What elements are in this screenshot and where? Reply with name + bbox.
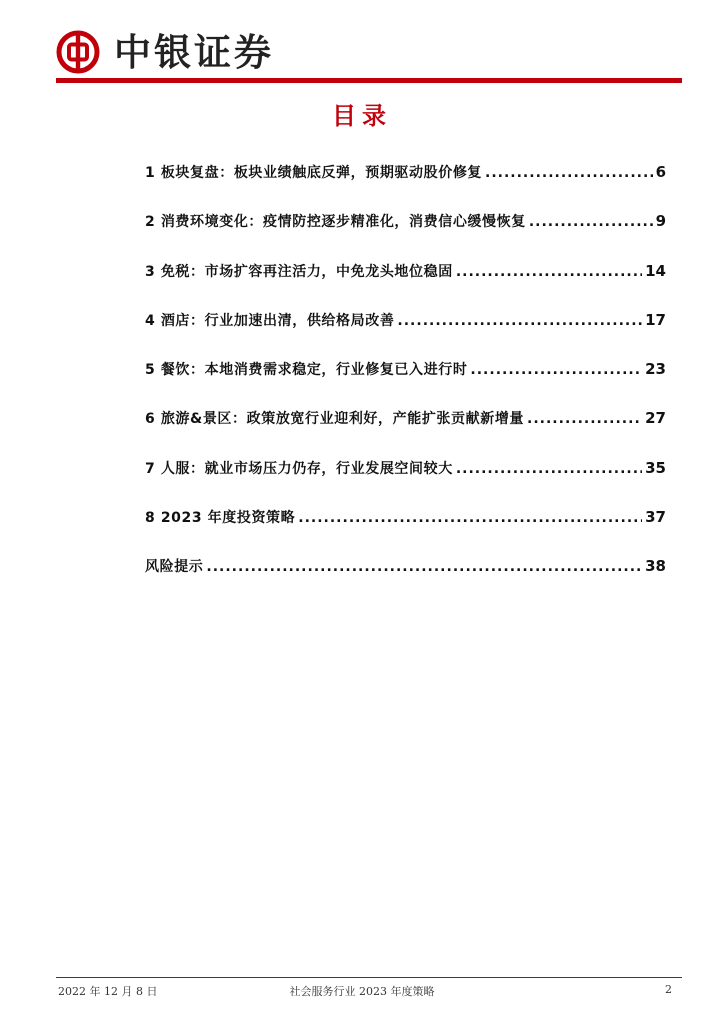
toc-leader-dots bbox=[456, 461, 642, 477]
toc-entry-page: 14 bbox=[645, 261, 666, 280]
toc-entry[interactable] bbox=[145, 359, 666, 408]
toc-entry-label: 7 人服：就业市场压力仍存，行业发展空间较大 bbox=[145, 460, 453, 477]
toc-entry-page: 27 bbox=[645, 409, 666, 428]
toc-entry-label: 8 2023 年度投资策略 bbox=[145, 510, 296, 527]
toc-leader-dots bbox=[485, 165, 653, 181]
toc-entry[interactable] bbox=[145, 261, 666, 310]
toc-entry-label: 4 酒店：行业加速出清，供给格局改善 bbox=[145, 312, 395, 329]
toc-entry[interactable] bbox=[145, 211, 666, 260]
toc-leader-dots bbox=[397, 313, 642, 329]
toc-entry[interactable] bbox=[145, 556, 666, 605]
toc-entry[interactable] bbox=[145, 408, 666, 457]
toc-entry[interactable] bbox=[145, 162, 666, 211]
toc-entry-label: 风险提示 bbox=[145, 559, 204, 576]
toc-entry-label: 2 消费环境变化：疫情防控逐步精准化，消费信心缓慢恢复 bbox=[145, 214, 526, 231]
toc-entry-page: 6 bbox=[655, 163, 666, 181]
toc-entry-page: 38 bbox=[645, 557, 666, 576]
footer-date: 2022 年 12 月 8 日 bbox=[58, 985, 158, 998]
footer-report-title: 社会服务行业 2023 年度策略 bbox=[289, 985, 435, 998]
toc-entry-label: 6 旅游&景区：政策放宽行业迎利好，产能扩张贡献新增量 bbox=[145, 411, 525, 428]
toc-entry-page: 17 bbox=[645, 310, 666, 329]
header-divider bbox=[56, 78, 682, 83]
toc-entry-label: 1 板块复盘：板块业绩触底反弹，预期驱动股价修复 bbox=[145, 165, 483, 181]
toc-leader-dots bbox=[298, 510, 642, 526]
footer-page-number: 2 bbox=[665, 983, 672, 996]
bank-of-china-logo-icon bbox=[56, 30, 100, 74]
toc-leader-dots bbox=[470, 362, 642, 378]
toc-leader-dots bbox=[529, 214, 653, 230]
toc-entry[interactable] bbox=[145, 507, 666, 556]
toc-title: 目录 bbox=[332, 102, 392, 130]
toc-entry-label: 3 免税：市场扩容再注活力，中免龙头地位稳固 bbox=[145, 263, 453, 280]
toc-leader-dots bbox=[206, 559, 642, 575]
toc-entry-page: 9 bbox=[655, 212, 666, 231]
toc-entry-page: 23 bbox=[645, 360, 666, 379]
toc-entry[interactable] bbox=[145, 458, 666, 507]
table-of-contents bbox=[145, 162, 666, 606]
toc-entry-page: 37 bbox=[645, 508, 666, 527]
footer-divider bbox=[56, 977, 682, 978]
toc-leader-dots bbox=[456, 264, 642, 280]
toc-leader-dots bbox=[527, 411, 642, 427]
toc-entry-label: 5 餐饮：本地消费需求稳定，行业修复已入进行时 bbox=[145, 362, 468, 379]
toc-entry[interactable] bbox=[145, 310, 666, 359]
brand-name: 中银证券 bbox=[114, 30, 274, 74]
toc-entry-page: 35 bbox=[645, 458, 666, 477]
